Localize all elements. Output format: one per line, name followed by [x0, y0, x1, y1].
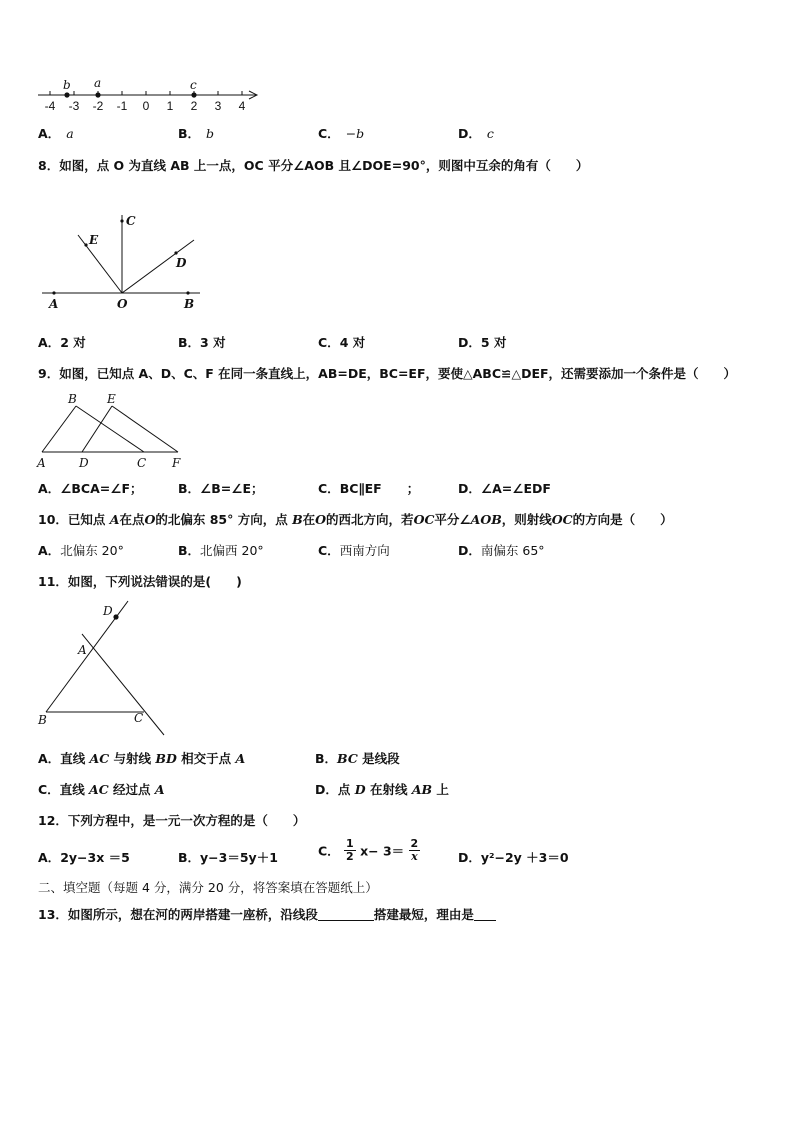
stem-text: 13．如图所示，想在河的两岸搭建一座桥，沿线段 — [38, 907, 318, 922]
q10-option-d[interactable] — [458, 541, 545, 559]
stem-var: OC — [551, 512, 573, 527]
q9-option-d[interactable] — [458, 479, 551, 497]
label-a: A — [37, 456, 46, 470]
option-text: y−3＝5y＋1 — [200, 850, 278, 865]
option-text: 西南方向 — [339, 543, 390, 558]
option-text: b — [206, 126, 215, 141]
option-var: A — [235, 751, 246, 766]
tick-label: 3 — [214, 99, 222, 113]
option-label: D． — [458, 850, 481, 865]
option-text: 经过点 — [108, 782, 155, 797]
option-text: 南偏东 65° — [480, 543, 545, 558]
segment-ab — [42, 406, 76, 452]
section-heading: 二、填空题（每题 4 分，满分 20 分，将答案填在答题纸上） — [38, 880, 378, 895]
option-text: 4 对 — [339, 335, 366, 350]
stem-text: 在点 — [119, 512, 145, 527]
option-text: a — [66, 126, 74, 141]
q8-option-a[interactable] — [38, 333, 86, 351]
q10-option-c[interactable] — [318, 541, 390, 559]
option-label: B． — [178, 335, 201, 350]
option-text: 5 对 — [480, 335, 507, 350]
stem-text: ，则射线 — [501, 512, 552, 527]
tick-label: 1 — [166, 99, 174, 113]
option-label: A． — [38, 126, 61, 141]
tick-label: 2 — [190, 99, 198, 113]
label-d: D — [79, 456, 89, 470]
option-text: −b — [345, 126, 365, 141]
answer-blank-segment[interactable] — [318, 908, 374, 921]
q10-option-b[interactable] — [178, 541, 264, 559]
tick-label: -1 — [116, 99, 128, 113]
option-label: A． — [38, 481, 61, 496]
line-ac — [82, 634, 164, 735]
stem-var: OC — [413, 512, 435, 527]
q12-option-d[interactable] — [458, 848, 569, 866]
option-var: AC — [89, 782, 109, 797]
option-text: 北偏东 20° — [60, 543, 124, 558]
stem-text: 的北偏东 85° 方向，点 — [155, 512, 293, 527]
q13-stem — [38, 905, 496, 923]
option-text: BC∥EF ； — [339, 481, 420, 496]
label-c: C — [126, 214, 136, 228]
option-var: BC — [337, 751, 358, 766]
tick-label: -2 — [92, 99, 104, 113]
q12-option-a[interactable] — [38, 848, 130, 866]
q9-stem: 9．如图，已知点 A、D、C、F 在同一条直线上，AB=DE，BC=EF，要使△ABC≌△DEF，还需要添加一个条件是（ ） — [38, 366, 737, 381]
option-text: 2 对 — [60, 335, 86, 350]
label-e: E — [89, 233, 99, 247]
q7-option-b[interactable] — [178, 124, 214, 142]
fraction-denominator: x — [411, 850, 418, 863]
q9-option-b[interactable] — [178, 479, 263, 497]
option-var: A — [154, 782, 165, 797]
fraction-numerator: 2 — [410, 837, 419, 850]
option-text: 北偏西 20° — [200, 543, 264, 558]
stem-text: 10．已知点 — [38, 512, 110, 527]
label-d: D — [176, 256, 187, 270]
q8-option-b[interactable] — [178, 333, 226, 351]
stem-text: 搭建最短，理由是 — [373, 907, 474, 922]
label-f: F — [172, 456, 181, 470]
q8-angle-figure — [40, 205, 210, 315]
option-var: AC — [89, 751, 110, 766]
option-label: B． — [178, 481, 201, 496]
stem-var: B — [292, 512, 303, 527]
option-label: A． — [38, 850, 61, 865]
label-b: B — [68, 392, 77, 406]
stem-text: 在 — [302, 512, 316, 527]
option-label: C． — [318, 335, 340, 350]
q11-option-a[interactable] — [38, 749, 245, 767]
q10-option-a[interactable] — [38, 541, 124, 559]
tick-label: -4 — [44, 99, 56, 113]
fraction-denominator: 2 — [346, 850, 354, 863]
number-line-figure — [36, 76, 266, 116]
option-label: D． — [315, 782, 338, 797]
q7-option-c[interactable] — [318, 124, 364, 142]
stem-var: AOB — [470, 512, 502, 527]
fraction-numerator: 1 — [346, 837, 354, 850]
point-a-dot — [95, 92, 100, 97]
label-b: B — [38, 713, 47, 727]
option-label: C． — [318, 126, 340, 141]
option-text: 直线 — [59, 782, 90, 797]
option-text: 在射线 — [365, 782, 412, 797]
fraction-two-over-x — [409, 838, 421, 863]
option-text: 2y−3x ＝5 — [60, 850, 130, 865]
point-c-label: c — [190, 78, 197, 92]
point-a-label: a — [94, 76, 102, 90]
point-b-label: b — [63, 78, 71, 92]
answer-blank-reason[interactable] — [474, 908, 496, 921]
option-label: C． — [38, 782, 60, 797]
tick-label: 0 — [142, 99, 150, 113]
option-label: D． — [458, 335, 481, 350]
q11-option-b[interactable] — [315, 749, 400, 767]
option-text: ∠A=∠EDF — [480, 481, 551, 496]
option-label: D． — [458, 543, 481, 558]
option-label: A． — [38, 543, 61, 558]
q12-option-b[interactable] — [178, 848, 278, 866]
q11-option-c[interactable] — [38, 780, 165, 798]
q8-stem: 8．如图，点 O 为直线 AB 上一点，OC 平分∠AOB 且∠DOE=90°，则图中互余的角有（ ） — [38, 158, 589, 173]
option-label: A． — [38, 751, 61, 766]
segment-ef — [112, 406, 178, 452]
label-d: D — [103, 604, 113, 618]
stem-text: 的方向是（ ） — [572, 512, 673, 527]
option-var: D — [354, 782, 366, 797]
label-b: B — [184, 297, 195, 311]
label-o: O — [117, 297, 128, 311]
q11-option-d[interactable] — [315, 780, 449, 798]
point-b-dot — [64, 92, 69, 97]
label-a: A — [49, 297, 59, 311]
option-label: C． — [318, 543, 340, 558]
q11-stem: 11．如图，下列说法错误的是( ) — [38, 574, 242, 589]
q10-stem — [38, 510, 673, 528]
point-c-dot — [191, 92, 196, 97]
option-text: 3 对 — [200, 335, 226, 350]
option-text: 与射线 — [109, 751, 156, 766]
label-e: E — [107, 392, 116, 406]
option-text: ∠B=∠E； — [200, 481, 264, 496]
option-label: D． — [458, 126, 481, 141]
q12-stem: 12．下列方程中，是一元一次方程的是（ ） — [38, 813, 306, 828]
q8-option-d[interactable] — [458, 333, 506, 351]
stem-text: 的西北方向，若 — [326, 512, 414, 527]
option-label: C． — [318, 481, 340, 496]
q9-option-a[interactable] — [38, 479, 143, 497]
label-a: A — [78, 643, 87, 657]
q11-triangle-figure — [36, 598, 176, 740]
option-text: 点 — [337, 782, 355, 797]
option-text: y²−2y ＋3＝0 — [480, 850, 569, 865]
option-label: C． — [318, 843, 340, 859]
q9-triangles-figure — [36, 390, 196, 472]
option-text: 上 — [432, 782, 449, 797]
q9-option-c[interactable] — [318, 479, 419, 497]
q8-option-c[interactable] — [318, 333, 365, 351]
stem-var: O — [144, 512, 156, 527]
option-label: B． — [178, 543, 201, 558]
option-label: A． — [38, 335, 61, 350]
stem-var: O — [315, 512, 327, 527]
option-var: BD — [155, 751, 177, 766]
q7-option-a[interactable] — [38, 124, 74, 142]
option-label: B． — [178, 126, 201, 141]
option-label: B． — [315, 751, 338, 766]
fraction-one-half — [344, 838, 356, 863]
q12-option-c[interactable] — [318, 838, 420, 863]
ray-oe — [78, 235, 122, 293]
option-label: D． — [458, 481, 481, 496]
option-text: 相交于点 — [176, 751, 236, 766]
option-text: 直线 — [60, 751, 90, 766]
option-text: ∠BCA=∠F； — [60, 481, 143, 496]
point-d-dot — [113, 614, 118, 619]
label-c: C — [137, 456, 147, 470]
tick-label: 4 — [238, 99, 246, 113]
stem-var: A — [109, 512, 120, 527]
option-text: c — [486, 126, 494, 141]
label-c: C — [134, 711, 144, 725]
option-text: x− 3＝ — [360, 843, 405, 859]
tick-label: -3 — [68, 99, 80, 113]
stem-text: 平分∠ — [434, 512, 471, 527]
q7-option-d[interactable] — [458, 124, 494, 142]
option-var: AB — [411, 782, 433, 797]
option-label: B． — [178, 850, 201, 865]
option-text: 是线段 — [357, 751, 400, 766]
